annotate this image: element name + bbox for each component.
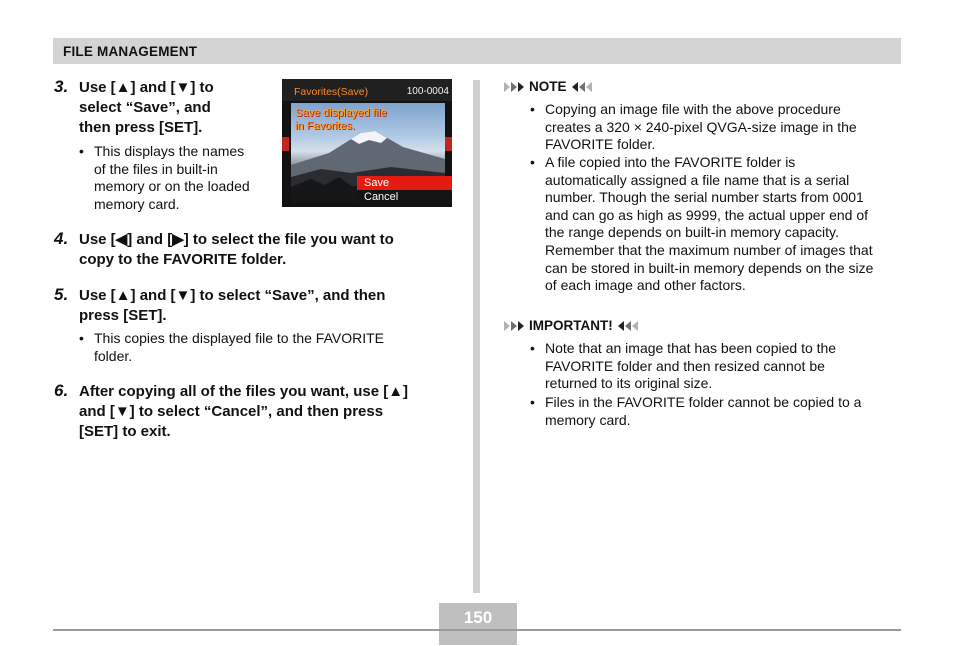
important-heading [499,318,643,333]
step-6-line: After copying all of the files you want, use [▲] [79,383,409,400]
step-5-bullet [79,330,459,365]
bullet-line: • This displays the names [94,143,245,159]
important-bullet [530,394,902,429]
lcd-menu-cancel: Cancel [357,190,452,204]
bullet-line: Remember that the maximum number of images that [545,241,873,258]
step-5-line: Use [▲] and [▼] to select “Save”, and then [79,287,386,304]
note-arrows-right-icon [504,82,524,92]
note-arrows-left-icon [572,82,592,92]
step-6-instruction [79,382,469,442]
bullet-line: number. Though the serial number starts from 0001 [545,189,864,206]
bullet-line: of each image and other factors. [545,277,746,294]
bullet-line: • This copies the displayed file to the FAVORITE [94,330,384,346]
step-5-instruction [79,286,469,326]
step-5-number: 5. [54,285,69,304]
step-3-number: 3. [54,77,69,96]
column-divider [473,80,480,593]
bullet-line: the range depends on built-in memory capacity. [545,224,839,241]
step-3-bullet [79,143,279,213]
important-heading-label: IMPORTANT! [529,318,613,333]
bullet-line: FAVORITE folder and then resized cannot be [545,357,825,374]
step-5-line: press [SET]. [79,307,167,324]
lcd-save-message [295,107,387,133]
note-heading-label: NOTE [529,79,567,94]
lcd-mode-title: Favorites(Save) [294,86,369,98]
important-bullet [530,340,902,393]
bullet-line: FAVORITE folder. [545,136,656,153]
bullet-line: folder. [94,347,133,364]
bullet-line: and can go as high as 9999, the actual upper end of [545,206,869,223]
step-3-line: select “Save”, and [79,99,211,116]
bullet-line: • Copying an image file with the above procedure [545,101,841,117]
bullet-line: • Note that an image that has been copied to the [545,340,837,356]
bullet-line: memory or on the loaded [94,178,250,195]
step-6-line: [SET] to exit. [79,423,171,440]
bullet-line: can be stored in built-in memory depends on the size [545,259,874,276]
section-header-bar [53,38,901,64]
note-bullet [530,101,902,154]
step-4-instruction [79,230,469,270]
page-number-tab [439,631,517,645]
bullet-line: returned to its original size. [545,375,713,392]
bullet-line: • Files in the FAVORITE folder cannot be copied to a [545,394,862,410]
step-3-line: then press [SET]. [79,119,203,136]
important-arrows-right-icon [504,321,524,331]
bullet-line: • A file copied into the FAVORITE folder is [545,154,796,170]
note-heading [499,79,597,94]
page-number: 150 [463,608,493,627]
step-4-number: 4. [54,229,69,248]
note-bullet [530,154,902,295]
step-4-line: copy to the FAVORITE folder. [79,251,287,268]
lcd-message-line: Save displayed file [295,107,387,119]
bullet-line: memory card. [94,195,180,212]
step-4-line: Use [◀] and [▶] to select the file you want to [79,231,394,248]
step-6-line: and [▼] to select “Cancel”, and then press [79,403,384,420]
lcd-file-counter: 100-0004 [406,86,449,97]
step-3-instruction [79,78,279,138]
page-number-box [439,603,517,630]
camera-lcd-screen [282,79,452,207]
bullet-line: creates a 320 × 240-pixel QVGA-size image in the [545,118,857,135]
bullet-line: of the files in built-in [94,160,218,177]
step-3-line: Use [▲] and [▼] to [79,79,214,96]
bullet-line: automatically assigned a file name that is a serial [545,171,850,188]
lcd-right-arrow-icon [445,137,452,151]
step-6-number: 6. [54,381,69,400]
lcd-left-arrow-icon [282,137,289,151]
lcd-menu-save: Save [357,176,452,190]
section-title: FILE MANAGEMENT [63,44,198,59]
bullet-line: memory card. [545,411,631,428]
lcd-message-line: in Favorites. [295,120,355,132]
important-arrows-left-icon [618,321,638,331]
